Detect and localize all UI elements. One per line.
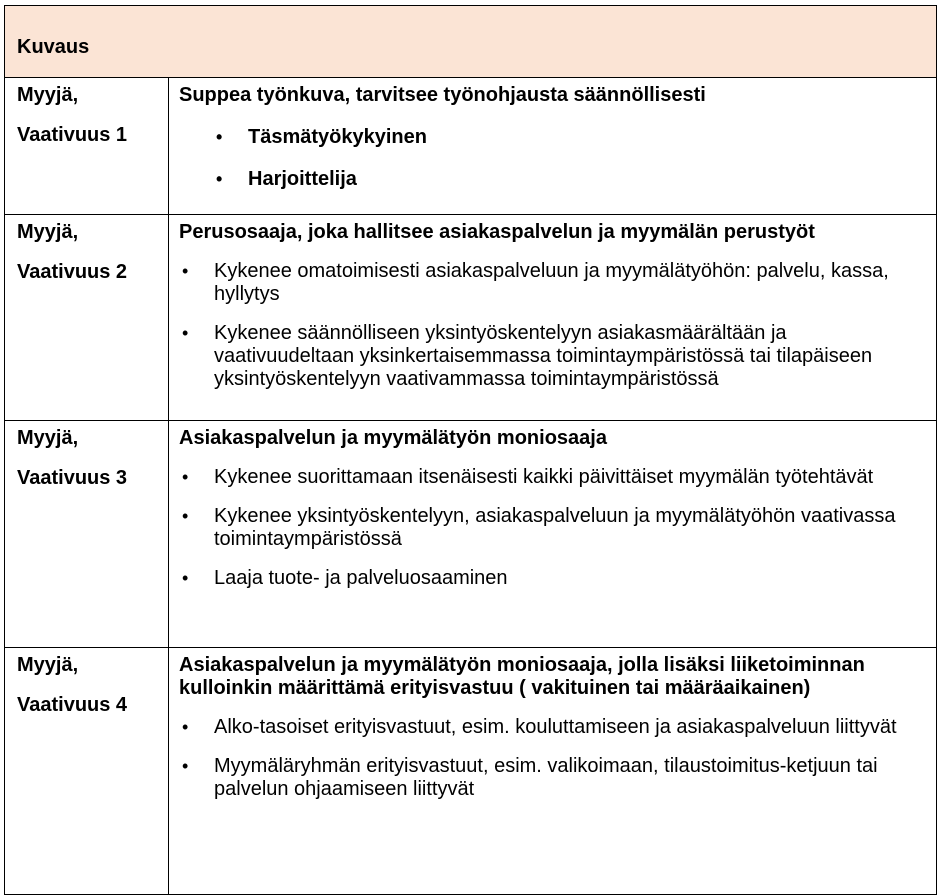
- table-row: [5, 215, 937, 421]
- description-cell: [169, 421, 937, 648]
- list-item-text: Harjoittelija: [248, 168, 357, 190]
- role-label: Myyjä,: [17, 427, 79, 449]
- description-cell: [169, 215, 937, 421]
- list-item: [179, 755, 928, 801]
- level-label: Vaativuus 3: [17, 467, 128, 489]
- role-label: Myyjä,: [17, 221, 79, 243]
- bullet-icon: •: [182, 467, 189, 487]
- level-label: Vaativuus 1: [17, 124, 128, 146]
- level-label: Vaativuus 4: [17, 694, 128, 716]
- list-item-text: Kykenee säännölliseen yksintyöskentelyyn asiakasmäärältään ja vaativuudeltaan yksinkertaisemmassa toimintaympäristössä tai tilapäiseen yksintyöskentelyyn vaativammassa toimintaympäristössä: [214, 322, 873, 390]
- bullet-icon: •: [182, 506, 189, 526]
- description-cell: [169, 78, 937, 215]
- list-item: [179, 505, 928, 551]
- list-item-text: Kykenee yksintyöskentelyyn, asiakaspalveluun ja myymälätyöhön vaativassa toimintaympäristössä: [214, 505, 896, 550]
- row-title: Suppea työnkuva, tarvitsee työnohjausta säännöllisesti: [179, 84, 706, 106]
- list-item: [179, 716, 928, 739]
- table-header-row: [5, 6, 937, 78]
- list-item-text: Täsmätyökykyinen: [248, 126, 427, 148]
- bullet-icon: •: [182, 261, 189, 281]
- bullet-list: [179, 126, 928, 191]
- row-title: Asiakaspalvelun ja myymälätyön moniosaaja: [179, 427, 607, 449]
- role-cell: [5, 215, 169, 421]
- list-item-text: Kykenee suorittamaan itsenäisesti kaikki päivittäiset myymälän työtehtävät: [214, 466, 874, 488]
- bullet-icon: •: [182, 323, 189, 343]
- list-item-text: Kykenee omatoimisesti asiakaspalveluun ja myymälätyöhön: palvelu, kassa, hyllytys: [214, 260, 889, 305]
- job-level-table: [4, 5, 937, 895]
- list-item: [179, 567, 928, 590]
- bullet-icon: •: [216, 127, 223, 147]
- table-row: [5, 78, 937, 215]
- table-row: [5, 648, 937, 895]
- bullet-list: [179, 716, 928, 801]
- description-cell: [169, 648, 937, 895]
- level-label: Vaativuus 2: [17, 261, 128, 283]
- list-item: [179, 126, 928, 149]
- list-item: [179, 466, 928, 489]
- list-item-text: Alko-tasoiset erityisvastuut, esim. kouluttamiseen ja asiakaspalveluun liittyvät: [214, 716, 897, 738]
- list-item-text: Laaja tuote- ja palveluosaaminen: [214, 567, 508, 589]
- bullet-list: [179, 260, 928, 391]
- table-header-label: Kuvaus: [17, 36, 90, 58]
- list-item: [179, 168, 928, 191]
- role-cell: [5, 78, 169, 215]
- role-label: Myyjä,: [17, 84, 79, 106]
- role-cell: [5, 421, 169, 648]
- bullet-icon: •: [182, 717, 189, 737]
- table-header-cell: [5, 6, 937, 78]
- bullet-icon: •: [216, 169, 223, 189]
- list-item: [179, 322, 928, 391]
- role-label: Myyjä,: [17, 654, 79, 676]
- bullet-list: [179, 466, 928, 590]
- role-cell: [5, 648, 169, 895]
- list-item: [179, 260, 928, 306]
- row-title: Perusosaaja, joka hallitsee asiakaspalvelun ja myymälän perustyöt: [179, 221, 815, 243]
- bullet-icon: •: [182, 756, 189, 776]
- row-title: Asiakaspalvelun ja myymälätyön moniosaaja, jolla lisäksi liiketoiminnan kulloinkin määrittämä erityisvastuu ( vakituinen tai määräaikainen): [179, 654, 865, 699]
- table-row: [5, 421, 937, 648]
- bullet-icon: •: [182, 568, 189, 588]
- list-item-text: Myymäläryhmän erityisvastuut, esim. valikoimaan, tilaustoimitus-ketjuun tai palvelun ohjaamiseen liittyvät: [214, 755, 878, 800]
